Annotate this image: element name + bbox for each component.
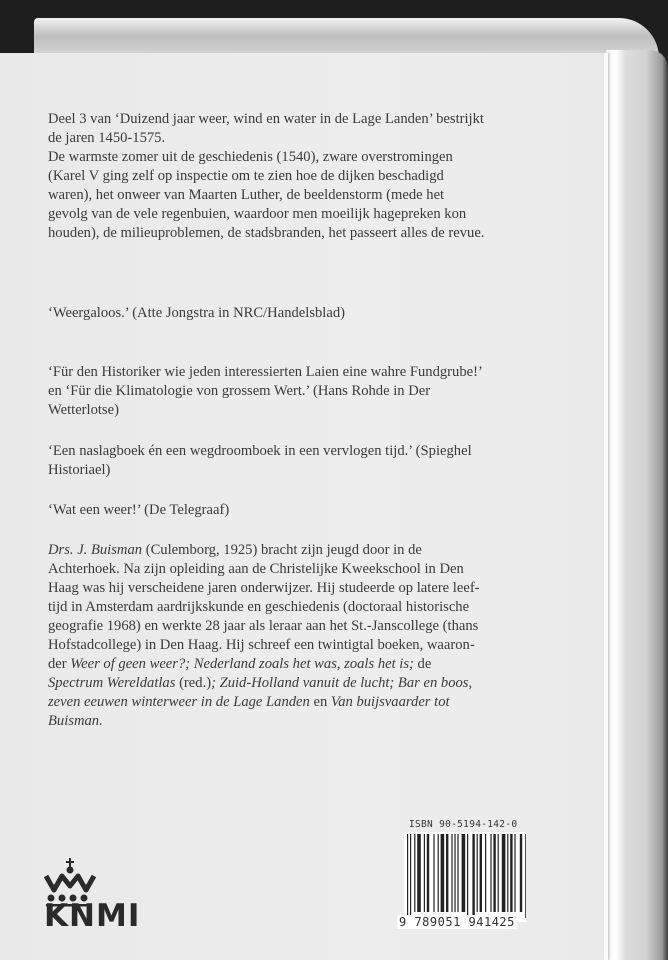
barcode-bar [472, 834, 474, 918]
barcode-bar [477, 834, 478, 912]
text-line [48, 110, 484, 129]
text-segment: en ‘Für die Klimatologie von grossem Wert.’ (Hans Rohde in Der [48, 383, 431, 399]
review-quote-telegraaf [48, 501, 229, 520]
text-segment: Achterhoek. Na zijn opleiding aan de Christelijke Kweekschool in Den [48, 561, 464, 577]
text-line [48, 560, 480, 579]
italic-text: zeven eeuwen winterweer in de Lage Landen [48, 694, 310, 710]
text-segment: geografie 1968) en werkte 28 jaar als leraar aan het St.-Janscollege (thans [48, 618, 479, 634]
text-line [48, 382, 483, 401]
barcode-bar [457, 834, 458, 912]
text-line [48, 693, 480, 712]
barcode-bar [520, 834, 522, 912]
barcode-bar [467, 834, 468, 918]
barcode-bar [525, 834, 526, 918]
text-segment: (Culemborg, 1925) bracht zijn jeugd door in de [142, 542, 422, 558]
book-top-edge [34, 18, 659, 58]
barcode-bar [462, 834, 466, 912]
text-segment: ‘Für den Historiker wie jeden interessierten Laien eine wahre Fundgrube!’ [48, 364, 483, 380]
italic-text: Spectrum Wereldatlas [48, 675, 176, 691]
review-quote-nrc [48, 304, 345, 323]
barcode-bar [493, 834, 495, 912]
text-line [48, 579, 480, 598]
spine-hinge [604, 53, 608, 960]
book-spine [606, 50, 668, 960]
text-line [48, 363, 483, 382]
barcode-bar [441, 834, 445, 912]
text-segment: waren), het onweer van Maarten Luther, de beeldenstorm (mede het [48, 187, 445, 203]
barcode-bar [498, 834, 499, 912]
barcode-bar [454, 834, 455, 912]
blurb-paragraph [48, 110, 484, 243]
italic-text: Buisman. [48, 713, 103, 729]
barcode-bar [433, 834, 434, 912]
text-segment: Hofstadcollege) in Den Haag. Hij schreef een twintigtal boeken, waaron- [48, 637, 475, 653]
barcode-bar [410, 834, 411, 918]
text-segment: tijd in Amsterdam aardrijkskunde en geschiedenis (doctoraal historische [48, 599, 470, 615]
barcode-bar [510, 834, 512, 912]
barcode-bar [417, 834, 421, 912]
text-line [48, 401, 483, 420]
text-line [48, 186, 484, 205]
text-line [48, 598, 480, 617]
barcode-bar [414, 834, 415, 912]
barcode-icon [404, 832, 526, 922]
author-bio [48, 541, 480, 731]
barcode-bar [451, 834, 452, 912]
italic-text: Weer of geen weer?; Nederland zoals het was, zoals het is; [70, 656, 414, 672]
barcode-bar [514, 834, 515, 912]
text-segment: Historiael) [48, 462, 111, 478]
text-line [48, 501, 229, 520]
knmi-logo-text: KNMI [44, 898, 141, 934]
text-line [48, 205, 484, 224]
text-segment: ‘Weergaloos.’ (Atte Jongstra in NRC/Handelsblad) [48, 305, 345, 321]
text-line [48, 674, 480, 693]
text-segment: Wetterlotse) [48, 402, 119, 418]
text-segment: Haag was hij verscheidene jaren onderwijzer. Hij studeerde op latere leef- [48, 580, 480, 596]
barcode-bar [427, 834, 429, 912]
text-line [48, 129, 484, 148]
text-segment: gevolg van de vele regenbuien, waardoor men moeilijk hagepreken kon [48, 206, 467, 222]
text-segment: ‘Wat een weer!’ (De Telegraaf) [48, 502, 230, 518]
barcode-bar [502, 834, 506, 912]
text-segment: der [48, 656, 71, 672]
italic-text: Van buijsvaarder tot [330, 694, 450, 710]
barcode-bar [480, 834, 482, 912]
review-quote-spieghel [48, 442, 472, 480]
text-line [48, 655, 480, 674]
review-quote-wetterlotse [48, 363, 483, 420]
text-segment: de [413, 656, 432, 672]
barcode-bar [424, 834, 425, 912]
barcode-bar [490, 834, 491, 912]
text-line [48, 461, 472, 480]
barcode-bar [407, 834, 408, 918]
text-line [48, 167, 484, 186]
text-segment: (red.) [175, 675, 212, 691]
text-line [48, 224, 484, 243]
text-segment: (Karel V ging zelf op inspectie om te zien hoe de dijken beschadigd [48, 168, 444, 184]
isbn-label: ISBN 90-5194-142-0 [409, 819, 518, 830]
text-segment: De warmste zomer uit de geschiedenis (1540), zware overstromingen [48, 149, 453, 165]
text-line [48, 712, 480, 731]
text-line [48, 148, 484, 167]
text-line [48, 636, 480, 655]
text-line [48, 442, 472, 461]
barcode-number: 9 789051 941425 [399, 915, 515, 929]
barcode-bar [438, 834, 439, 912]
text-line [48, 617, 480, 636]
barcode-bar [446, 834, 448, 912]
text-segment: de jaren 1450-1575. [48, 130, 166, 146]
italic-text: ; Zuid-Holland vanuit de lucht; Bar en boos, [211, 675, 473, 691]
barcode-bar [507, 834, 508, 912]
text-segment: ‘Een naslagboek én een wegdroomboek in een vervlogen tijd.’ (Spieghel [48, 443, 472, 459]
text-segment: houden), de milieuproblemen, de stadsbranden, het passeert alles de revue. [48, 225, 485, 241]
text-segment: Deel 3 van ‘Duizend jaar weer, wind en water in de Lage Landen’ bestrijkt [48, 111, 484, 127]
text-line [48, 304, 345, 323]
italic-text: Drs. J. Buisman [48, 542, 143, 558]
text-line [48, 541, 480, 560]
text-segment: en [309, 694, 331, 710]
barcode-bar [485, 834, 486, 912]
